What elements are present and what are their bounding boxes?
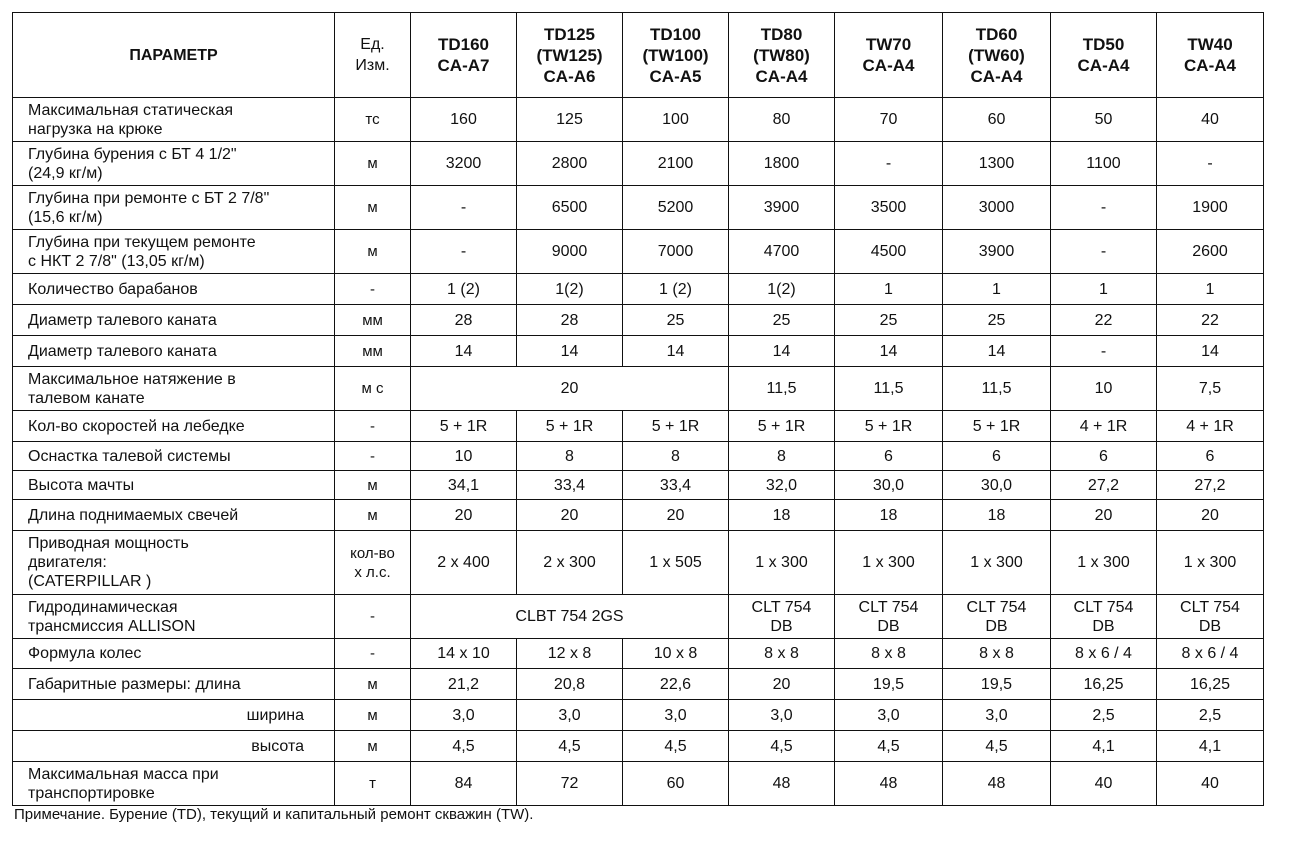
- value-cell: 22: [1051, 305, 1157, 336]
- value-cell: 1(2): [517, 274, 623, 305]
- value-cell: 25: [623, 305, 729, 336]
- value-cell: 20: [729, 669, 835, 700]
- value-cell: 14: [943, 336, 1051, 367]
- value-cell: 3,0: [729, 700, 835, 731]
- table-row: [13, 142, 1264, 186]
- value-cell: 8: [623, 442, 729, 471]
- value-cell: -: [1157, 142, 1264, 186]
- value-cell: 1(2): [729, 274, 835, 305]
- value-cell: 12 x 8: [517, 639, 623, 669]
- value-cell: 3900: [943, 230, 1051, 274]
- parameter-name: Гидродинамическая трансмиссия ALLISON: [13, 595, 335, 639]
- parameter-name: Максимальная масса при транспортировке: [13, 762, 335, 806]
- header-model-1: [411, 13, 517, 98]
- parameter-unit: -: [335, 411, 411, 442]
- table-header-row: [13, 13, 1264, 98]
- value-cell: 3,0: [943, 700, 1051, 731]
- value-cell: 4,5: [835, 731, 943, 762]
- value-cell: 1 x 300: [729, 531, 835, 595]
- value-cell: 25: [835, 305, 943, 336]
- value-cell: 4,5: [411, 731, 517, 762]
- parameter-name: Диаметр талевого каната: [13, 336, 335, 367]
- parameter-name: Глубина при ремонте с БТ 2 7/8" (15,6 кг/м): [13, 186, 335, 230]
- parameter-name: Глубина бурения с БТ 4 1/2" (24,9 кг/м): [13, 142, 335, 186]
- value-cell: 160: [411, 98, 517, 142]
- value-cell: 2,5: [1051, 700, 1157, 731]
- value-cell: 2 x 300: [517, 531, 623, 595]
- value-cell: 10: [411, 442, 517, 471]
- value-cell: -: [411, 230, 517, 274]
- value-cell: 48: [729, 762, 835, 806]
- header-model-5: [835, 13, 943, 98]
- value-cell: 5 + 1R: [517, 411, 623, 442]
- header-model-text: TW70 CA-A4: [862, 35, 915, 75]
- value-cell: 3200: [411, 142, 517, 186]
- parameter-unit: м: [335, 230, 411, 274]
- parameter-unit: м: [335, 186, 411, 230]
- parameter-name: Максимальное натяжение в талевом канате: [13, 367, 335, 411]
- value-cell: 10: [1051, 367, 1157, 411]
- table-row: [13, 700, 1264, 731]
- value-cell: 4,5: [729, 731, 835, 762]
- table-row: [13, 411, 1264, 442]
- value-cell: 33,4: [623, 471, 729, 500]
- value-cell: CLT 754 DB: [1051, 595, 1157, 639]
- value-cell: -: [1051, 230, 1157, 274]
- spec-document: [12, 12, 1264, 806]
- value-cell: 6: [1051, 442, 1157, 471]
- parameter-name: Приводная мощность двигателя: (CATERPILLAR ): [13, 531, 335, 595]
- header-model-4: [729, 13, 835, 98]
- value-cell: 27,2: [1157, 471, 1264, 500]
- parameter-unit: м: [335, 731, 411, 762]
- header-parameter: ПАРАМЕТР: [13, 13, 335, 98]
- value-cell: 11,5: [729, 367, 835, 411]
- value-cell: 6: [943, 442, 1051, 471]
- value-cell: 1100: [1051, 142, 1157, 186]
- value-cell: 5 + 1R: [729, 411, 835, 442]
- value-cell: 5 + 1R: [835, 411, 943, 442]
- value-cell: 1 x 300: [835, 531, 943, 595]
- table-row: [13, 98, 1264, 142]
- value-cell: CLT 754 DB: [835, 595, 943, 639]
- value-cell: 14: [1157, 336, 1264, 367]
- table-row: [13, 500, 1264, 531]
- value-cell: 4,5: [517, 731, 623, 762]
- value-cell: 48: [835, 762, 943, 806]
- parameter-unit: -: [335, 274, 411, 305]
- table-row: [13, 274, 1264, 305]
- value-cell: 6: [1157, 442, 1264, 471]
- value-cell: -: [835, 142, 943, 186]
- parameter-name: высота: [13, 731, 335, 762]
- value-cell: 19,5: [835, 669, 943, 700]
- value-cell: 14: [729, 336, 835, 367]
- value-cell: 1: [1157, 274, 1264, 305]
- value-cell: 4 + 1R: [1157, 411, 1264, 442]
- parameter-unit: мм: [335, 336, 411, 367]
- table-row: [13, 305, 1264, 336]
- value-cell: 1 x 300: [1051, 531, 1157, 595]
- value-cell: 20: [411, 367, 729, 411]
- parameter-unit: м: [335, 700, 411, 731]
- parameter-name: Формула колес: [13, 639, 335, 669]
- value-cell: 1: [943, 274, 1051, 305]
- header-unit-text: Ед. Изм.: [355, 36, 390, 74]
- value-cell: 11,5: [943, 367, 1051, 411]
- header-model-text: TW40 CA-A4: [1184, 35, 1236, 75]
- value-cell: CLT 754 DB: [729, 595, 835, 639]
- table-row: [13, 639, 1264, 669]
- parameter-unit: т: [335, 762, 411, 806]
- parameter-unit: м: [335, 471, 411, 500]
- value-cell: 14 x 10: [411, 639, 517, 669]
- parameter-name: Количество барабанов: [13, 274, 335, 305]
- parameter-name: Оснастка талевой системы: [13, 442, 335, 471]
- value-cell: 34,1: [411, 471, 517, 500]
- parameter-unit: м: [335, 669, 411, 700]
- header-model-6: [943, 13, 1051, 98]
- value-cell: -: [411, 186, 517, 230]
- value-cell: 8 x 8: [729, 639, 835, 669]
- value-cell: 20,8: [517, 669, 623, 700]
- value-cell: 2100: [623, 142, 729, 186]
- header-unit: [335, 13, 411, 98]
- table-row: [13, 186, 1264, 230]
- value-cell: 2 x 400: [411, 531, 517, 595]
- parameter-name: ширина: [13, 700, 335, 731]
- table-row: [13, 531, 1264, 595]
- value-cell: 1 x 505: [623, 531, 729, 595]
- table-row: [13, 442, 1264, 471]
- value-cell: 18: [835, 500, 943, 531]
- footnote: Примечание. Бурение (TD), текущий и капитальный ремонт скважин (TW).: [14, 806, 534, 823]
- value-cell: 3900: [729, 186, 835, 230]
- value-cell: 48: [943, 762, 1051, 806]
- value-cell: 18: [943, 500, 1051, 531]
- value-cell: 22: [1157, 305, 1264, 336]
- value-cell: CLT 754 DB: [1157, 595, 1264, 639]
- table-row: [13, 367, 1264, 411]
- value-cell: 20: [1051, 500, 1157, 531]
- parameter-unit: -: [335, 595, 411, 639]
- value-cell: 16,25: [1157, 669, 1264, 700]
- table-row: [13, 230, 1264, 274]
- parameter-name: Максимальная статическая нагрузка на крюке: [13, 98, 335, 142]
- value-cell: 28: [411, 305, 517, 336]
- parameter-name: Кол-во скоростей на лебедке: [13, 411, 335, 442]
- value-cell: 14: [623, 336, 729, 367]
- value-cell: -: [1051, 186, 1157, 230]
- value-cell: 10 x 8: [623, 639, 729, 669]
- value-cell: 3,0: [517, 700, 623, 731]
- value-cell: 18: [729, 500, 835, 531]
- value-cell: 3500: [835, 186, 943, 230]
- value-cell: 8 x 6 / 4: [1157, 639, 1264, 669]
- value-cell: 4500: [835, 230, 943, 274]
- header-model-8: [1157, 13, 1264, 98]
- value-cell: 8: [729, 442, 835, 471]
- value-cell: 16,25: [1051, 669, 1157, 700]
- value-cell: 19,5: [943, 669, 1051, 700]
- value-cell: 3,0: [623, 700, 729, 731]
- value-cell: 21,2: [411, 669, 517, 700]
- value-cell: 84: [411, 762, 517, 806]
- specification-table: [12, 12, 1264, 806]
- parameter-unit: м: [335, 142, 411, 186]
- parameter-name: Высота мачты: [13, 471, 335, 500]
- header-model-text: TD160 CA-A7: [437, 35, 490, 75]
- value-cell: 1800: [729, 142, 835, 186]
- value-cell: 125: [517, 98, 623, 142]
- header-model-7: [1051, 13, 1157, 98]
- value-cell: 2,5: [1157, 700, 1264, 731]
- value-cell: 20: [517, 500, 623, 531]
- value-cell: 4,5: [623, 731, 729, 762]
- table-row: [13, 669, 1264, 700]
- value-cell: 11,5: [835, 367, 943, 411]
- value-cell: 40: [1157, 762, 1264, 806]
- table-row: [13, 471, 1264, 500]
- value-cell: 72: [517, 762, 623, 806]
- header-model-2: [517, 13, 623, 98]
- value-cell: 5 + 1R: [623, 411, 729, 442]
- value-cell: 4,1: [1157, 731, 1264, 762]
- header-model-text: TD50 CA-A4: [1077, 35, 1130, 75]
- value-cell: 60: [623, 762, 729, 806]
- value-cell: 4,5: [943, 731, 1051, 762]
- value-cell: 1 (2): [411, 274, 517, 305]
- value-cell: 5200: [623, 186, 729, 230]
- parameter-unit: м с: [335, 367, 411, 411]
- parameter-name: Глубина при текущем ремонте с НКТ 2 7/8" (13,05 кг/м): [13, 230, 335, 274]
- value-cell: 3,0: [835, 700, 943, 731]
- table-body: [13, 98, 1264, 806]
- value-cell: 7000: [623, 230, 729, 274]
- value-cell: 20: [411, 500, 517, 531]
- value-cell: 5 + 1R: [943, 411, 1051, 442]
- value-cell: 8 x 8: [835, 639, 943, 669]
- value-cell: 32,0: [729, 471, 835, 500]
- value-cell: 40: [1051, 762, 1157, 806]
- value-cell: 20: [623, 500, 729, 531]
- value-cell: 8 x 8: [943, 639, 1051, 669]
- parameter-name: Длина поднимаемых свечей: [13, 500, 335, 531]
- value-cell: 1900: [1157, 186, 1264, 230]
- value-cell: -: [1051, 336, 1157, 367]
- header-model-3: [623, 13, 729, 98]
- value-cell: 25: [729, 305, 835, 336]
- value-cell: 4700: [729, 230, 835, 274]
- value-cell: 3000: [943, 186, 1051, 230]
- value-cell: 3,0: [411, 700, 517, 731]
- value-cell: 8: [517, 442, 623, 471]
- value-cell: 28: [517, 305, 623, 336]
- value-cell: 30,0: [835, 471, 943, 500]
- value-cell: 14: [835, 336, 943, 367]
- table-row: [13, 731, 1264, 762]
- value-cell: 40: [1157, 98, 1264, 142]
- value-cell: 7,5: [1157, 367, 1264, 411]
- value-cell: 5 + 1R: [411, 411, 517, 442]
- header-model-text: TD80 (TW80) CA-A4: [753, 24, 810, 86]
- value-cell: 1 x 300: [1157, 531, 1264, 595]
- value-cell: CLT 754 DB: [943, 595, 1051, 639]
- value-cell: CLBT 754 2GS: [411, 595, 729, 639]
- value-cell: 100: [623, 98, 729, 142]
- table-row: [13, 762, 1264, 806]
- parameter-unit: м: [335, 500, 411, 531]
- value-cell: 2800: [517, 142, 623, 186]
- value-cell: 30,0: [943, 471, 1051, 500]
- header-model-text: TD60 (TW60) CA-A4: [968, 24, 1025, 86]
- value-cell: 60: [943, 98, 1051, 142]
- value-cell: 9000: [517, 230, 623, 274]
- value-cell: 1: [1051, 274, 1157, 305]
- value-cell: 14: [517, 336, 623, 367]
- parameter-name: Габаритные размеры: длина: [13, 669, 335, 700]
- value-cell: 27,2: [1051, 471, 1157, 500]
- value-cell: 20: [1157, 500, 1264, 531]
- value-cell: 1300: [943, 142, 1051, 186]
- table-row: [13, 336, 1264, 367]
- header-model-text: TD125 (TW125) CA-A6: [536, 24, 603, 86]
- parameter-name: Диаметр талевого каната: [13, 305, 335, 336]
- parameter-unit: тс: [335, 98, 411, 142]
- parameter-unit: кол-во х л.с.: [335, 531, 411, 595]
- table-row: [13, 595, 1264, 639]
- value-cell: 25: [943, 305, 1051, 336]
- value-cell: 4,1: [1051, 731, 1157, 762]
- value-cell: 50: [1051, 98, 1157, 142]
- parameter-unit: -: [335, 639, 411, 669]
- value-cell: 1 (2): [623, 274, 729, 305]
- value-cell: 22,6: [623, 669, 729, 700]
- value-cell: 6500: [517, 186, 623, 230]
- value-cell: 2600: [1157, 230, 1264, 274]
- value-cell: 4 + 1R: [1051, 411, 1157, 442]
- value-cell: 8 x 6 / 4: [1051, 639, 1157, 669]
- parameter-unit: -: [335, 442, 411, 471]
- value-cell: 33,4: [517, 471, 623, 500]
- parameter-unit: мм: [335, 305, 411, 336]
- value-cell: 14: [411, 336, 517, 367]
- value-cell: 70: [835, 98, 943, 142]
- value-cell: 80: [729, 98, 835, 142]
- value-cell: 6: [835, 442, 943, 471]
- value-cell: 1: [835, 274, 943, 305]
- value-cell: 1 x 300: [943, 531, 1051, 595]
- header-model-text: TD100 (TW100) CA-A5: [642, 24, 709, 86]
